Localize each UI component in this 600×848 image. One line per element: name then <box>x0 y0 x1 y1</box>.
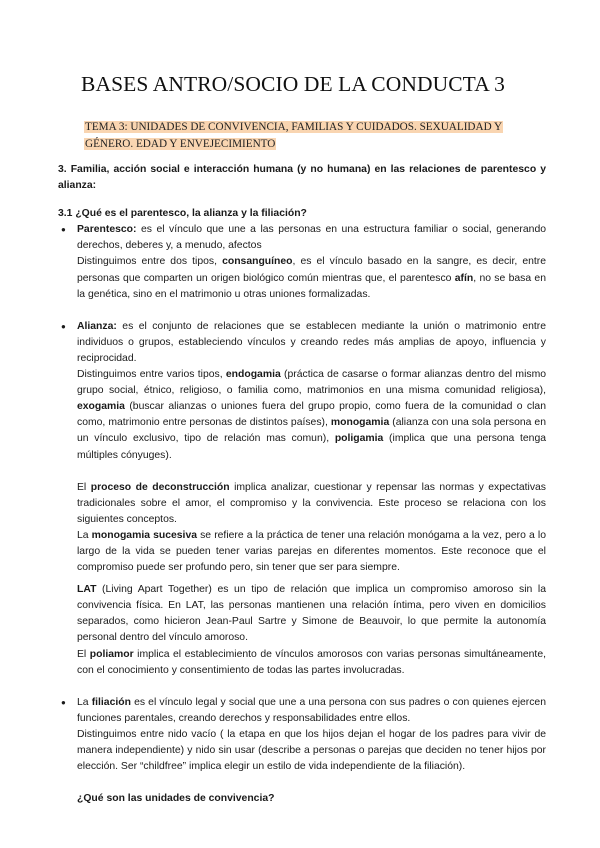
term-lat: LAT <box>77 584 97 596</box>
poliamor-paragraph: El poliamor implica el establecimiento de vínculos amorosos con varias personas simultáneamente, con el conocimiento y consentimiento de todas las partes involucradas. <box>77 648 546 676</box>
unidades-convivencia-question: ¿Qué son las unidades de convivencia? <box>77 793 275 805</box>
term-exogamia: exogamia <box>77 401 125 413</box>
list-item-alianza <box>58 319 546 679</box>
bullet-list <box>58 222 546 807</box>
term-proceso-deconstruccion: proceso de deconstrucción <box>90 481 230 493</box>
term-monogamia-sucesiva: monogamia sucesiva <box>91 529 197 541</box>
term-parentesco: Parentesco: <box>77 224 137 236</box>
document-body <box>58 162 546 807</box>
tema-heading <box>84 119 524 153</box>
term-poliamor: poliamor <box>89 648 134 660</box>
list-item-filiacion <box>58 695 546 808</box>
alianza-definition: ● Alianza: es el conjunto de relaciones que se establecen mediante la unión o matrimonio entre individuos o grupos, estableciendo vínculos y creando redes más amplias de apoyo, influencia y reciprocidad. <box>77 320 546 364</box>
term-filiacion: filiación <box>91 696 131 708</box>
tema-highlight: TEMA 3: UNIDADES DE CONVIVENCIA, FAMILIAS Y CUIDADOS. SEXUALIDAD Y GÉNERO. EDAD Y ENVEJECIMIENTO <box>85 121 503 150</box>
list-item-parentesco <box>58 222 546 302</box>
section-3-1-heading: 3.1 ¿Qué es el parentesco, la alianza y la filiación? <box>58 208 307 220</box>
monogamia-sucesiva-paragraph: La monogamia sucesiva se refiere a la práctica de tener una relación monógama a la vez, pero a lo largo de la vida se pueden tener varias parejas en diferentes momentos. Este reconoce que el compromiso puede ser profundo pero, sin tener que ser para siempre. <box>77 529 546 574</box>
alianza-types: Distinguimos entre varios tipos, endogamia (práctica de casarse o formar alianzas dentro del mismo grupo social, étnico, religioso, o familia como, matrimonios en una misma comunidad religiosa), exogamia (buscar alianzas o uniones fuera del grupo propio, como fuera de la comunidad o clan como, matrimonio entre personas de distintos países), monogamia (alianza con una sola persona en un vínculo exclusivo, tipo de relación mas comun), poligamia (implica que una persona tenga múltiples cónyuges). <box>77 369 547 461</box>
document-title: BASES ANTRO/SOCIO DE LA CONDUCTA 3 <box>81 72 505 96</box>
term-monogamia: monogamia <box>330 417 390 429</box>
term-endogamia: endogamia <box>225 369 281 381</box>
section-3-heading: 3. Familia, acción social e interacción humana (y no humana) en las relaciones de parentesco y alianza: <box>58 164 546 192</box>
term-poligamia: poligamia <box>334 433 384 445</box>
parentesco-definition: ● Parentesco: es el vínculo que une a las personas en una estructura familiar o social, generando derechos, deberes y, a menudo, afectos <box>77 224 546 252</box>
lat-paragraph: LAT (Living Apart Together) es un tipo de relación que implica un compromiso amoroso sin la convivencia física. En LAT, las personas mantienen una relación íntima, pero viven en domicilios separados, como hicieron Jean-Paul Sartre y Simone de Beauvoir, lo que permite la autonomía personal dentro del vínculo amoroso. <box>77 584 546 644</box>
term-consanguineo: consanguíneo <box>222 256 293 268</box>
term-afin: afín <box>454 272 474 284</box>
filiacion-definition: ● La filiación es el vínculo legal y social que une a una persona con sus padres o con quienes ejercen funciones parentales, creando derechos y responsabilidades entre ellos. <box>77 696 546 724</box>
deconstruccion-paragraph: El proceso de deconstrucción implica analizar, cuestionar y repensar las normas y expectativas tradicionales sobre el amor, el compromiso y la convivencia. Este proceso se relaciona con los siguientes conceptos. <box>77 481 546 525</box>
parentesco-types: Distinguimos entre dos tipos, consanguíneo, es el vínculo basado en la sangre, es decir, entre personas que comparten un origen biológico común mientras que, el parentesco afín, no se basa en la genética, sino en el matrimonio u otras uniones formalizadas. <box>77 256 547 300</box>
filiacion-nido: Distinguimos entre nido vacío ( la etapa en que los hijos dejan el hogar de los padres para vivir de manera independiente) y nido sin usar (describe a personas o parejas que deciden no tener hijos por elección. Ser “childfree” implica elegir un estilo de vida independiente de la filiación). <box>77 728 546 773</box>
term-alianza: Alianza: <box>77 320 117 332</box>
